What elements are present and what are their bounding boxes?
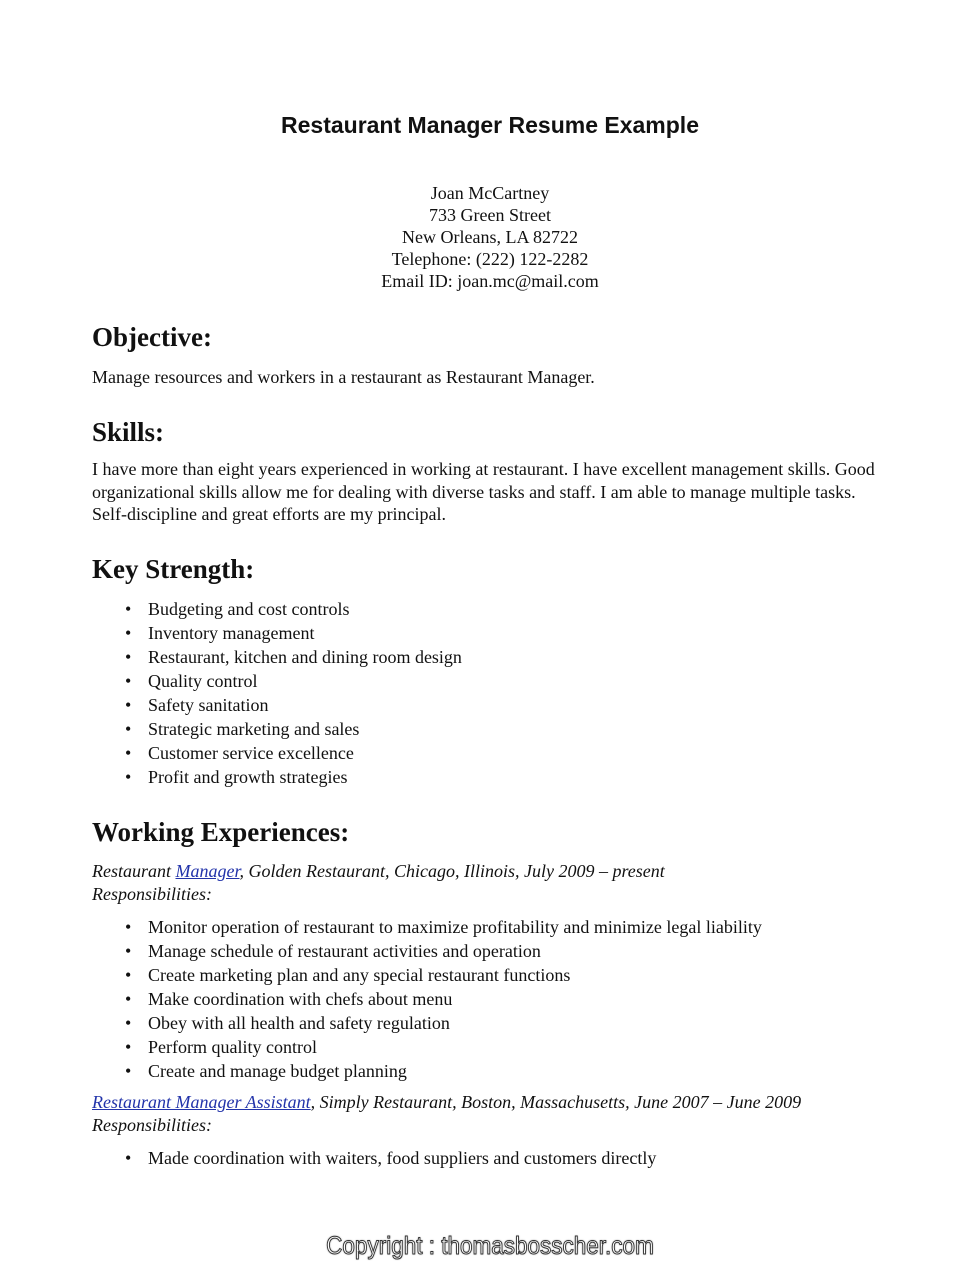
list-item: • Strategic marketing and sales (92, 717, 462, 741)
manager-link[interactable]: Manager (175, 861, 240, 881)
list-item: • Inventory management (92, 621, 462, 645)
copyright-watermark: Copyright : thomasbosscher.com (326, 1232, 654, 1260)
list-item: • Quality control (92, 669, 462, 693)
list-item: • Profit and growth strategies (92, 765, 462, 789)
contact-name: Joan McCartney (430, 183, 550, 203)
job-1-list (92, 915, 762, 1083)
job-2-list (92, 1146, 656, 1170)
list-item: • Create marketing plan and any special restaurant functions (92, 963, 762, 987)
list-item: • Perform quality control (92, 1035, 762, 1059)
list-item: • Monitor operation of restaurant to maximize profitability and minimize legal liability (92, 915, 762, 939)
objective-text: Manage resources and workers in a restaurant as Restaurant Manager. (92, 367, 595, 387)
key-strength-heading: Key Strength: (92, 554, 255, 584)
list-item: • Made coordination with waiters, food suppliers and customers directly (92, 1146, 656, 1170)
skills-heading: Skills: (92, 417, 165, 447)
restaurant-manager-assistant-link[interactable]: Restaurant Manager Assistant (92, 1092, 311, 1112)
list-item: • Safety sanitation (92, 693, 462, 717)
list-item: • Make coordination with chefs about menu (92, 987, 762, 1011)
job-1-prefix: Restaurant (92, 861, 176, 881)
job-1-title (92, 860, 912, 905)
contact-street: 733 Green Street (429, 205, 551, 225)
contact-block (0, 182, 980, 292)
contact-city: New Orleans, LA 82722 (402, 227, 578, 247)
job-2-responsibilities-label: Responsibilities: (92, 1114, 212, 1135)
list-item: • Customer service excellence (92, 741, 462, 765)
experience-heading: Working Experiences: (92, 817, 350, 847)
list-item: • Restaurant, kitchen and dining room design (92, 645, 462, 669)
contact-email: Email ID: joan.mc@mail.com (381, 271, 599, 291)
list-item: • Budgeting and cost controls (92, 597, 462, 621)
job-1-responsibilities-label: Responsibilities: (92, 883, 212, 904)
key-strength-list (92, 597, 462, 789)
list-item: • Create and manage budget planning (92, 1059, 762, 1083)
job-2-title (92, 1091, 912, 1136)
document-title: Restaurant Manager Resume Example (281, 112, 699, 138)
objective-heading: Objective: (92, 322, 212, 352)
list-item: • Obey with all health and safety regulation (92, 1011, 762, 1035)
list-item: • Manage schedule of restaurant activities and operation (92, 939, 762, 963)
job-1-details: , Golden Restaurant, Chicago, Illinois, July 2009 – present (239, 861, 665, 881)
contact-phone: Telephone: (222) 122-2282 (391, 249, 589, 269)
skills-text: I have more than eight years experienced in working at restaurant. I have excellent management skills. Good organizational skills allow me for dealing with diverse tasks and staff. I am able to manage multiple tasks. Self-discipline and great efforts are my principal. (92, 459, 875, 524)
job-2-details: , Simply Restaurant, Boston, Massachusetts, June 2007 – June 2009 (310, 1092, 802, 1112)
